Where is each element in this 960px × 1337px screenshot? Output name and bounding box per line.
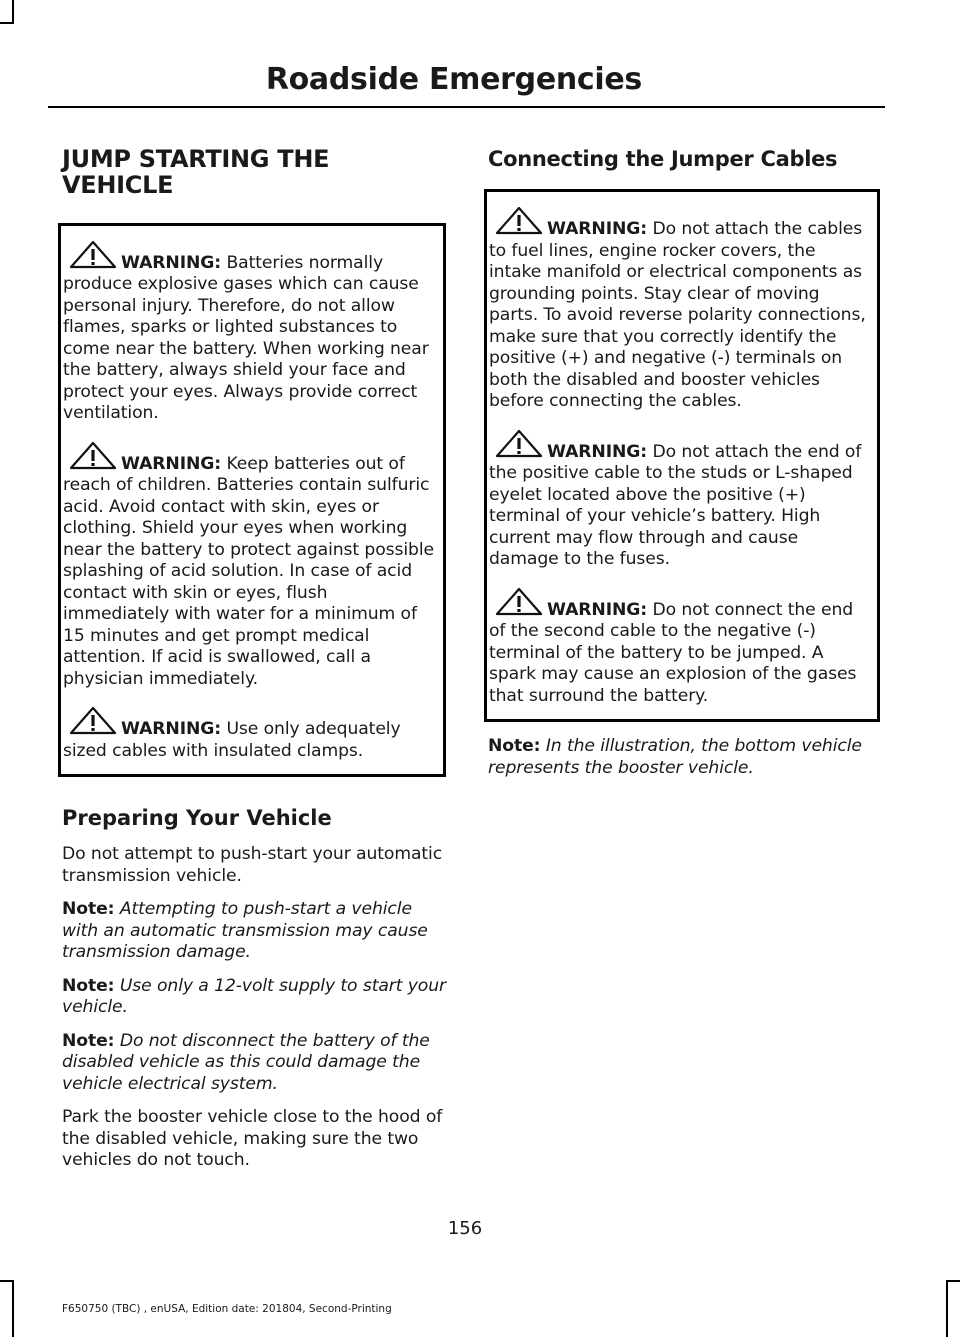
- warning-text: Do not attach the end of the positive cable to the studs or L-shaped eyelet located above the positive (+) terminal of your vehicle’s battery. High current may flow through and cause damage to the fuses.: [489, 441, 862, 570]
- crop-mark: [946, 1280, 948, 1337]
- warning-text: Use only adequately sized cables with insulated clamps.: [63, 719, 401, 761]
- page-header-title: Roadside Emergencies: [265, 62, 642, 97]
- warning-label: WARNING:: [547, 219, 648, 240]
- warning-triangle-icon: [63, 240, 119, 270]
- note-text: Do not disconnect the battery of the disabled vehicle as this could damage the vehicle electrical system.: [62, 1030, 430, 1094]
- footer-text: F650750 (TBC) , enUSA, Edition date: 201804, Second-Printing: [62, 1303, 392, 1315]
- section-heading: Connecting the Jumper Cables: [488, 147, 838, 171]
- note-label: Note:: [62, 899, 115, 920]
- warning-label: WARNING:: [547, 599, 648, 620]
- note-label: Note:: [62, 1030, 115, 1051]
- note-paragraph: [62, 976, 446, 1019]
- warning-text: Batteries normally produce explosive gases which can cause personal injury. Therefore, do not allow flames, sparks or lighted substances to come near the battery. When working near the battery, always shield your face and protect your eyes. Always provide correct ventilation.: [63, 252, 429, 424]
- note-text: In the illustration, the bottom vehicle represents the booster vehicle.: [488, 736, 862, 778]
- warning-text: Keep batteries out of reach of children. Batteries contain sulfuric acid. Avoid contact with skin, eyes or clothing. Shield your eyes when working near the battery to protect against possible splashing of acid solution. In case of acid contact with skin or eyes, flush immediately with water for a minimum of 15 minutes and get prompt medical attention. If acid is swallowed, call a physician immediately.: [63, 453, 434, 689]
- warning-label: WARNING:: [121, 719, 222, 740]
- warning-item: [489, 206, 871, 413]
- warning-triangle-icon: [63, 706, 119, 736]
- warning-item: [63, 441, 437, 691]
- crop-mark: [0, 22, 14, 24]
- page-number: 156: [447, 1218, 483, 1239]
- warning-label: WARNING:: [121, 252, 222, 273]
- crop-mark: [946, 1280, 960, 1282]
- body-paragraph: Do not attempt to push-start your automatic transmission vehicle.: [62, 844, 443, 886]
- warning-triangle-icon: [63, 441, 119, 471]
- section-heading: JUMP STARTING THE VEHICLE: [62, 145, 330, 200]
- warning-box: [484, 189, 880, 722]
- crop-mark: [12, 0, 14, 24]
- warning-item: [63, 240, 437, 425]
- warning-box: [58, 223, 446, 778]
- warning-item: [63, 706, 437, 762]
- note-text: Use only a 12-volt supply to start your vehicle.: [62, 975, 446, 1018]
- warning-label: WARNING:: [547, 441, 648, 462]
- warning-text: Do not connect the end of the second cable to the negative (-) terminal of the battery to be jumped. A spark may cause an explosion of the gases that surround the battery.: [489, 599, 857, 706]
- note-paragraph: [62, 899, 446, 964]
- note-text: Attempting to push-start a vehicle with an automatic transmission may cause transmission damage.: [62, 899, 428, 963]
- warning-triangle-icon: [489, 587, 545, 617]
- header-divider: [48, 106, 885, 108]
- crop-mark: [0, 1280, 14, 1282]
- crop-mark: [12, 1280, 14, 1337]
- note-paragraph: [62, 1031, 446, 1096]
- warning-item: [489, 587, 871, 708]
- warning-item: [489, 429, 871, 571]
- body-paragraph: Park the booster vehicle close to the hood of the disabled vehicle, making sure the two vehicles do not touch.: [62, 1107, 443, 1171]
- warning-triangle-icon: [489, 206, 545, 236]
- note-label: Note:: [62, 975, 115, 996]
- right-column: [488, 146, 880, 791]
- warning-label: WARNING:: [121, 453, 222, 474]
- left-column: [62, 146, 446, 1184]
- warning-text: Do not attach the cables to fuel lines, engine rocker covers, the intake manifold or electrical components as grounding points. Stay clear of moving parts. To avoid reverse polarity connections, make sure that you correctly identify the positive (+) and negative (-) terminals on both the disabled and booster vehicles before connecting the cables.: [489, 219, 866, 412]
- note-paragraph: [488, 736, 880, 779]
- note-label: Note:: [488, 736, 541, 757]
- warning-triangle-icon: [489, 429, 545, 459]
- subsection-heading: Preparing Your Vehicle: [62, 806, 332, 831]
